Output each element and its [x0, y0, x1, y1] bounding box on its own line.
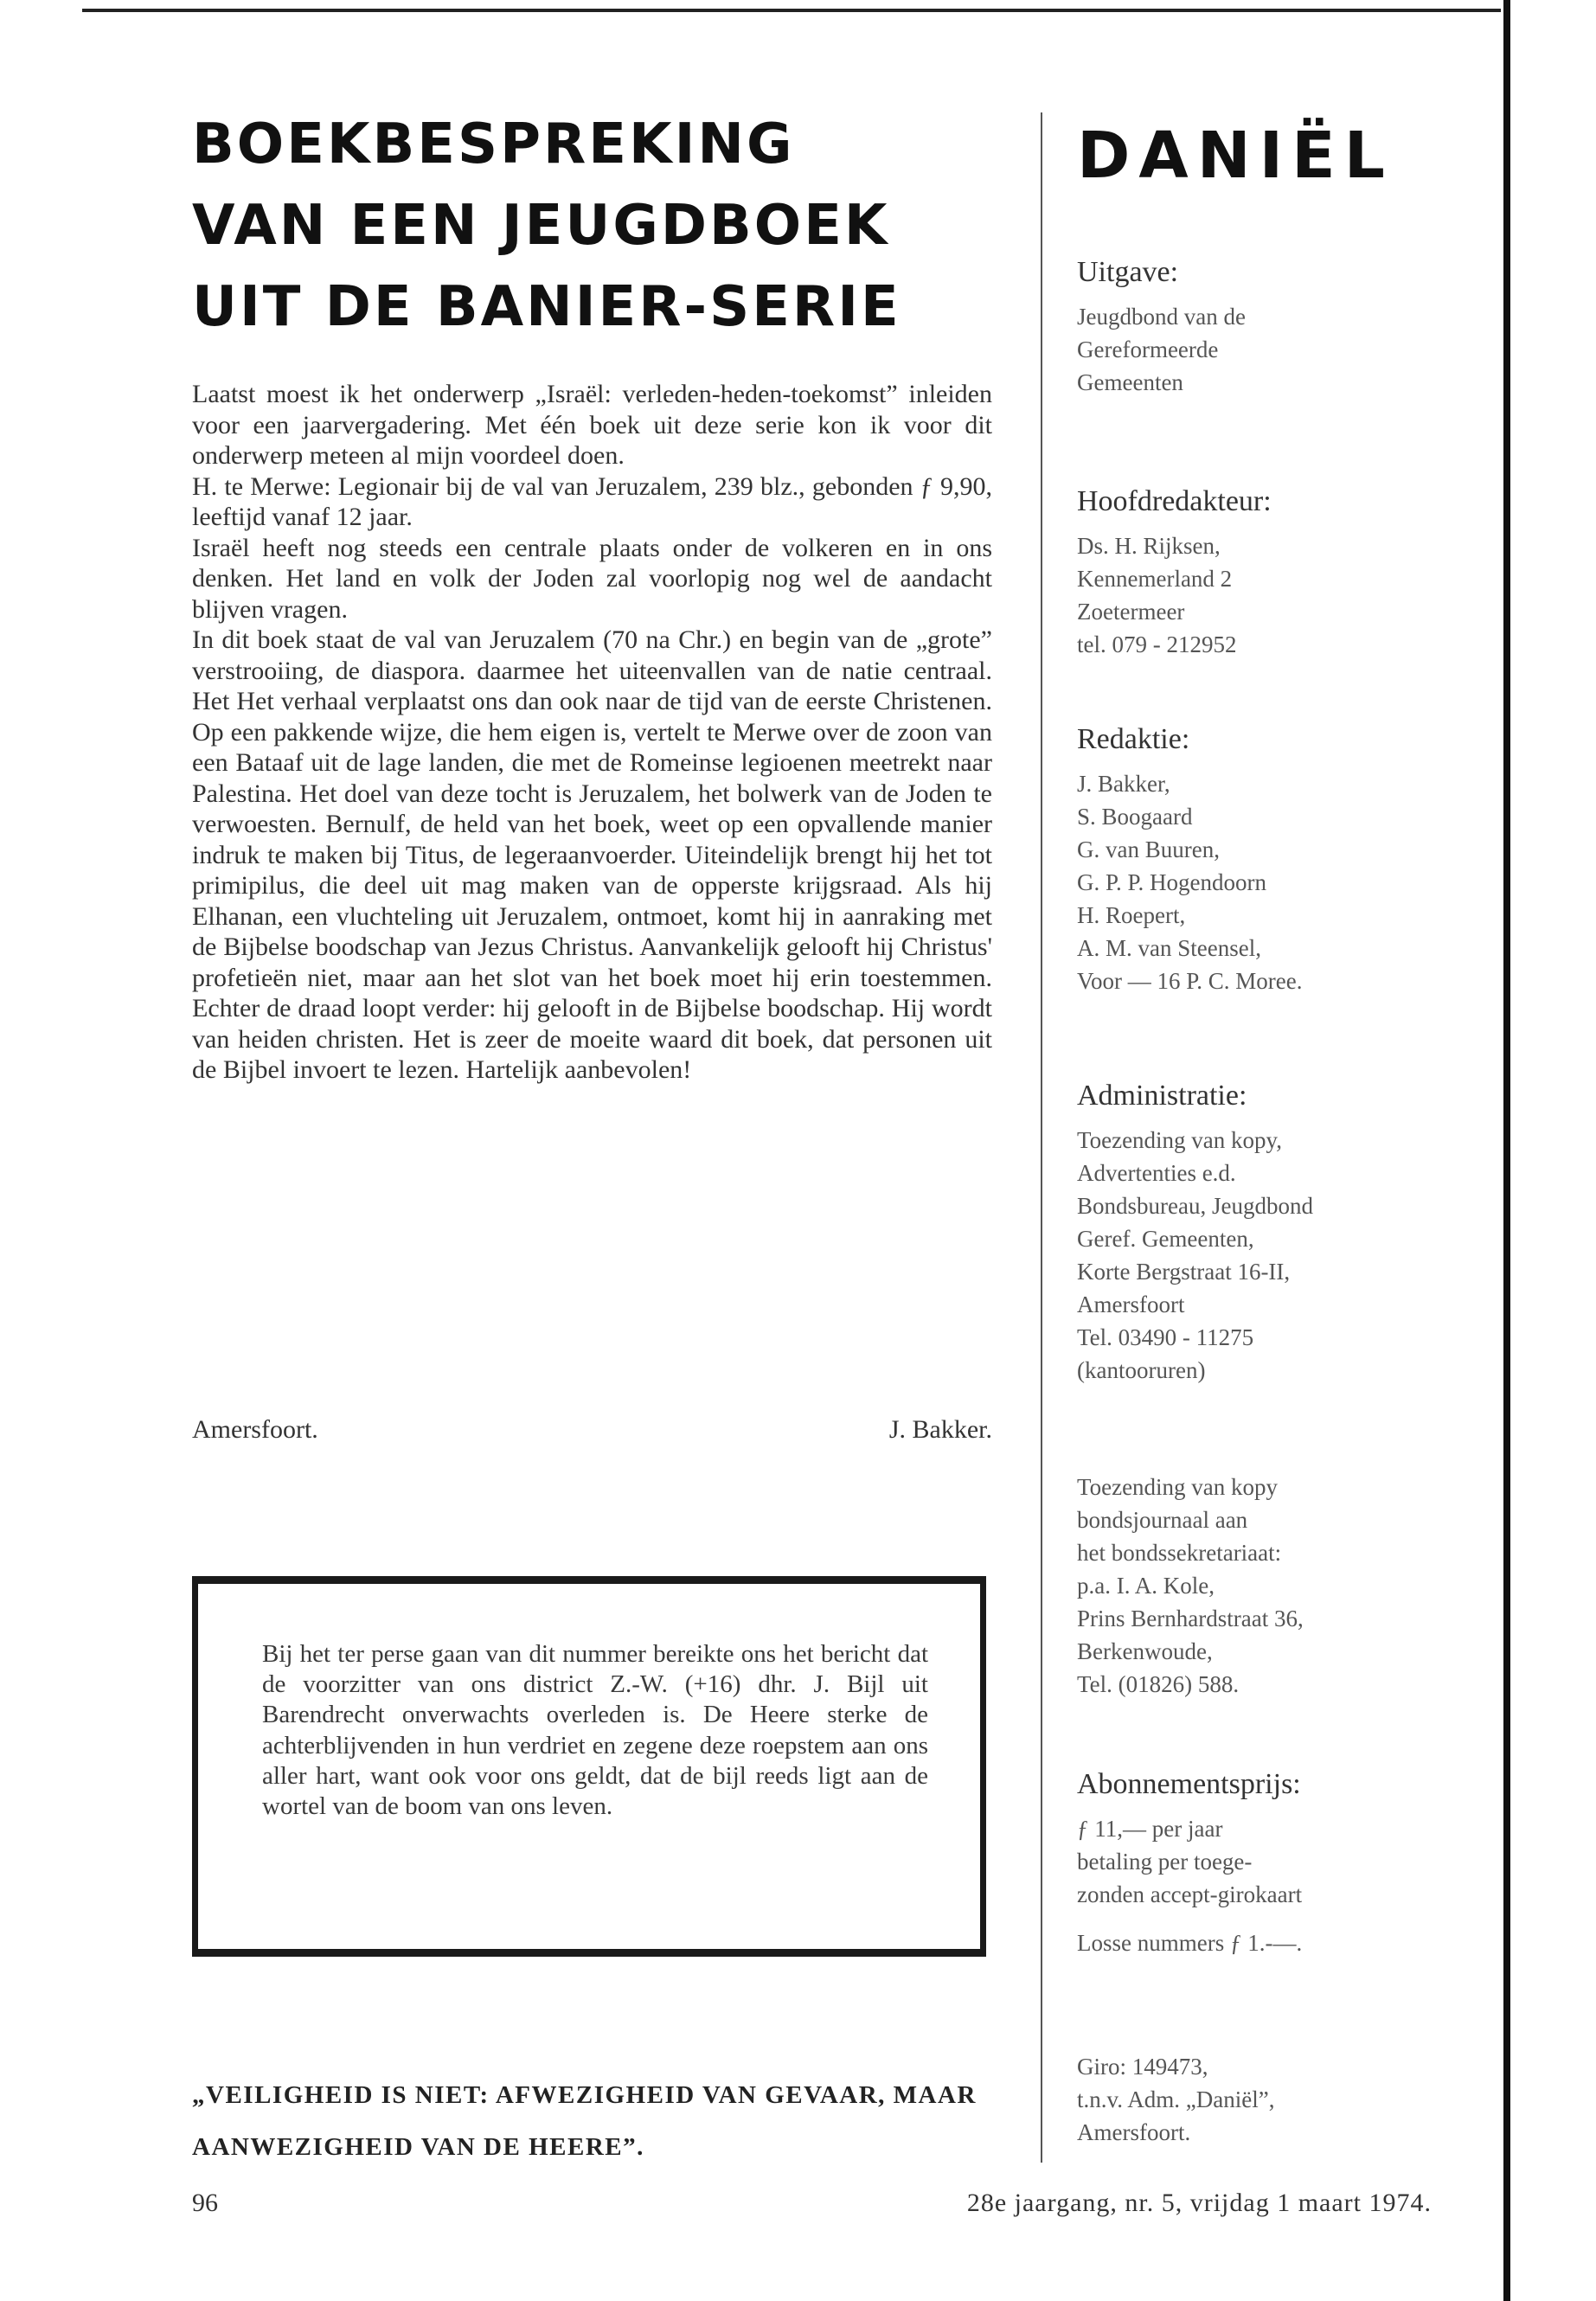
section-line: Jeugdbond van de	[1077, 304, 1246, 330]
headline-line: VAN EEN JEUGDBOEK	[192, 194, 890, 258]
section-line: G. P. P. Hogendoorn	[1077, 869, 1267, 895]
section-line: tel. 079 - 212952	[1077, 631, 1237, 657]
column-divider	[1041, 112, 1042, 2163]
single-issue-price: Losse nummers ƒ 1.-—.	[1077, 1930, 1303, 1956]
section-line: zonden accept-girokaart	[1077, 1881, 1303, 1907]
section-line: Amersfoort	[1077, 1292, 1185, 1317]
hoofdredakteur-section	[1077, 484, 1440, 661]
section-line: Berkenwoude,	[1077, 1638, 1213, 1664]
article-headline	[192, 104, 1022, 348]
section-line: ƒ 11,— per jaar	[1077, 1816, 1223, 1842]
section-line: betaling per toege-	[1077, 1849, 1253, 1875]
article-paragraph: In dit boek staat de val van Jeruzalem (70 na Chr.) en begin van de „grote” verstrooiing, de diaspora. daarmee het uiteenvallen van de natie centraal. Het Het verhaal verplaatst ons dan ook naar de tijd van de eerste Christenen. Op een pakkende wijze, die hem eigen is, vertelt te Merwe over de zoon van een Bataaf uit de lage landen, die met de Romeinse legioenen meetrekt naar Palestina. Het doel van deze tocht is Jeruzalem, het bolwerk van de Joden te verwoesten. Bernulf, de held van het boek, weet op een opvallende manier indruk te maken bij Titus, de legeraanvoerder. Uiteindelijk brengt hij het tot primipilus, die deel uit mag maken van de opperste krijgsraad. Als hij Elhanan, een vluchteling uit Jeruzalem, ontmoet, komt hij in aanraking met de Bijbelse boodschap van Jezus Christus. Aanvankelijk gelooft hij Christus' profetieën niet, maar aan het slot van het boek moet hij erin toestemmen. Echter de draad loopt verder: hij gelooft in de Bijbelse boodschap. Hij wordt van heiden christen. Het is zeer de moeite waard dit boek, dat personen uit de Bijbel invoert te lezen. Hartelijk aanbevolen!	[192, 625, 992, 1084]
section-line: Gereformeerde	[1077, 336, 1219, 362]
headline-line: UIT DE BANIER-SERIE	[192, 275, 901, 339]
redaktie-section	[1077, 722, 1440, 997]
uitgave-section	[1077, 255, 1440, 399]
signature-author: J. Bakker.	[888, 1415, 992, 1444]
masthead-title: DANIËL	[1077, 119, 1394, 193]
section-line: Advertenties e.d.	[1077, 1160, 1236, 1186]
giro-section	[1077, 2050, 1440, 2149]
section-line: (kantooruren)	[1077, 1357, 1206, 1383]
section-line: Zoetermeer	[1077, 599, 1185, 625]
section-line: Korte Bergstraat 16-II,	[1077, 1259, 1291, 1285]
section-line: t.n.v. Adm. „Daniël”,	[1077, 2086, 1275, 2112]
article-paragraph: H. te Merwe: Legionair bij de val van Jeruzalem, 239 blz., gebonden ƒ 9,90, leeftijd vanaf 12 jaar.	[192, 471, 992, 531]
section-line: Amersfoort.	[1077, 2119, 1191, 2145]
section-line: Geref. Gemeenten,	[1077, 1226, 1254, 1252]
section-line: bondsjournaal aan	[1077, 1507, 1248, 1533]
headline-line: BOEKBESPREKING	[192, 112, 795, 176]
section-line: Ds. H. Rijksen,	[1077, 533, 1221, 559]
section-line: A. M. van Steensel,	[1077, 935, 1261, 961]
section-line: Kennemerland 2	[1077, 566, 1233, 592]
notice-text: Bij het ter perse gaan van dit nummer bereikte ons het bericht dat de voorzitter van ons district Z.-W. (+16) dhr. J. Bijl uit Barendrecht onverwachts overleden is. De Heere sterke de achterblijvenden in hun verdriet en zegene deze roepstem aan ons aller hart, want ook voor ons geldt, dat de bijl reeds ligt aan de wortel van de boom van ons leven.	[262, 1640, 928, 1821]
scan-edge	[1503, 0, 1510, 2301]
article-body	[192, 379, 992, 1086]
issue-info: 28e jaargang, nr. 5, vrijdag 1 maart 1974.	[966, 2189, 1432, 2217]
section-line: Voor — 16 P. C. Moree.	[1077, 968, 1303, 994]
article-paragraph: Laatst moest ik het onderwerp „Israël: verleden-heden-toekomst” inleiden voor een jaarvergadering. Met één boek uit deze serie kon ik voor dit onderwerp meteen al mijn voordeel doen.	[192, 380, 992, 470]
section-line: het bondssekretariaat:	[1077, 1540, 1282, 1566]
signature-place: Amersfoort.	[192, 1415, 318, 1444]
section-line: J. Bakker,	[1077, 771, 1170, 797]
article-paragraph: Israël heeft nog steeds een centrale plaats onder de volkeren en in ons denken. Het land en volk der Joden zal voorlopig nog wel de aandacht blijven vragen.	[192, 533, 992, 624]
section-line: Tel. (01826) 588.	[1077, 1671, 1240, 1697]
section-line: Gemeenten	[1077, 369, 1183, 395]
section-line: p.a. I. A. Kole,	[1077, 1573, 1215, 1599]
section-line: H. Roepert,	[1077, 902, 1186, 928]
abonnement-section	[1077, 1767, 1440, 1959]
closing-quote: „VEILIGHEID IS NIET: AFWEZIGHEID VAN GEVAAR, MAAR AANWEZIGHEID VAN DE HEERE”.	[192, 2081, 977, 2161]
page-number: 96	[192, 2189, 218, 2217]
section-line: Bondsbureau, Jeugdbond	[1077, 1193, 1313, 1219]
section-heading: Redaktie:	[1077, 723, 1190, 755]
obituary-notice-box	[192, 1576, 986, 1957]
section-line: Toezending van kopy,	[1077, 1127, 1283, 1153]
top-rule	[82, 9, 1501, 12]
section-line: Toezending van kopy	[1077, 1474, 1279, 1500]
toezending-section	[1077, 1471, 1440, 1701]
section-line: Prins Bernhardstraat 36,	[1077, 1606, 1304, 1631]
section-heading: Administratie:	[1077, 1080, 1247, 1112]
administratie-section	[1077, 1079, 1440, 1387]
section-heading: Uitgave:	[1077, 256, 1179, 288]
section-line: S. Boogaard	[1077, 804, 1193, 830]
section-heading: Hoofdredakteur:	[1077, 485, 1272, 517]
section-line: G. van Buuren,	[1077, 836, 1220, 862]
section-line: Giro: 149473,	[1077, 2054, 1208, 2080]
masthead-sidebar	[1077, 112, 1440, 2145]
section-line: Tel. 03490 - 11275	[1077, 1324, 1254, 1350]
article-signature	[192, 1415, 992, 1445]
section-heading: Abonnementsprijs:	[1077, 1768, 1301, 1800]
